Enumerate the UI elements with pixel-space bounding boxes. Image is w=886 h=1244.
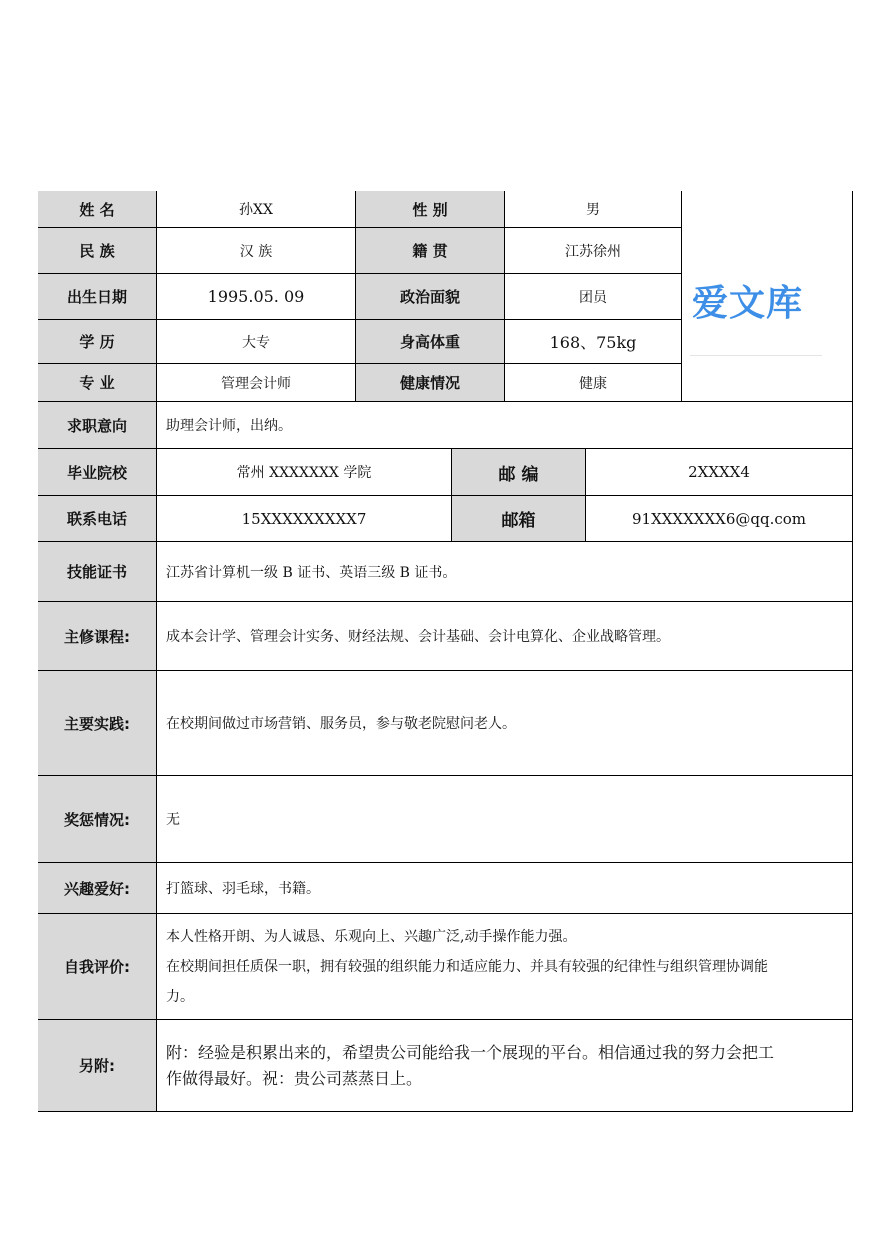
cert-label: 技能证书	[38, 542, 157, 602]
practice-value: 在校期间做过市场营销、服务员，参与敬老院慰问老人。	[157, 671, 853, 776]
health-label: 健康情况	[356, 364, 505, 402]
extra-label: 另附:	[38, 1020, 157, 1112]
birth-label: 出生日期	[38, 274, 157, 320]
ethnicity-value: 汉 族	[157, 228, 356, 274]
major-value: 管理会计师	[157, 364, 356, 402]
birth-value: 1995.05. 09	[157, 274, 356, 320]
school-value: 常州 XXXXXXX 学院	[157, 449, 452, 496]
hobbies-label: 兴趣爱好:	[38, 863, 157, 914]
self-eval-label: 自我评价:	[38, 914, 157, 1020]
school-label: 毕业院校	[38, 449, 157, 496]
courses-label: 主修课程:	[38, 602, 157, 671]
awards-label: 奖惩情况:	[38, 776, 157, 863]
postcode-label: 邮 编	[452, 449, 586, 496]
gender-value: 男	[505, 191, 682, 228]
ethnicity-label: 民 族	[38, 228, 157, 274]
awards-value: 无	[157, 776, 853, 863]
political-value: 团员	[505, 274, 682, 320]
cert-value: 江苏省计算机一级 B 证书、英语三级 B 证书。	[157, 542, 853, 602]
phone-value: 15XXXXXXXXX7	[157, 496, 452, 542]
gender-label: 性 别	[356, 191, 505, 228]
name-value: 孙XX	[157, 191, 356, 228]
photo-cell	[682, 191, 853, 402]
extra-value	[157, 1020, 853, 1112]
courses-value: 成本会计学、管理会计实务、财经法规、会计基础、会计电算化、企业战略管理。	[157, 602, 853, 671]
origin-label: 籍 贯	[356, 228, 505, 274]
email-label: 邮箱	[452, 496, 586, 542]
extra-line-1: 附：经验是积累出来的，希望贵公司能给我一个展现的平台。相信通过我的努力会把工	[166, 1042, 775, 1062]
health-value: 健康	[505, 364, 682, 402]
self-eval-value	[157, 914, 853, 1020]
height-weight-label: 身高体重	[356, 320, 505, 364]
education-value: 大专	[157, 320, 356, 364]
political-label: 政治面貌	[356, 274, 505, 320]
intention-label: 求职意向	[38, 402, 157, 449]
postcode-value: 2XXXX4	[586, 449, 853, 496]
hobbies-value: 打篮球、羽毛球，书籍。	[157, 863, 853, 914]
name-label: 姓 名	[38, 191, 157, 228]
self-eval-line-2: 在校期间担任质保一职，拥有较强的组织能力和适应能力、并具有较强的纪律性与组织管理协调能	[166, 958, 768, 975]
phone-label: 联系电话	[38, 496, 157, 542]
self-eval-line-1: 本人性格开朗、为人诚恳、乐观向上、兴趣广泛,动手操作能力强。	[166, 928, 577, 945]
major-label: 专 业	[38, 364, 157, 402]
email-value: 91XXXXXXX6@qq.com	[586, 496, 853, 542]
education-label: 学 历	[38, 320, 157, 364]
intention-value: 助理会计师，出纳。	[157, 402, 853, 449]
practice-label: 主要实践:	[38, 671, 157, 776]
watermark-logo: 爱文库	[692, 283, 804, 324]
origin-value: 江苏徐州	[505, 228, 682, 274]
self-eval-line-3: 力。	[166, 988, 194, 1005]
height-weight-value: 168、75kg	[505, 320, 682, 364]
logo-underline	[690, 355, 822, 356]
extra-line-2: 作做得最好。祝：贵公司蒸蒸日上。	[166, 1068, 423, 1088]
